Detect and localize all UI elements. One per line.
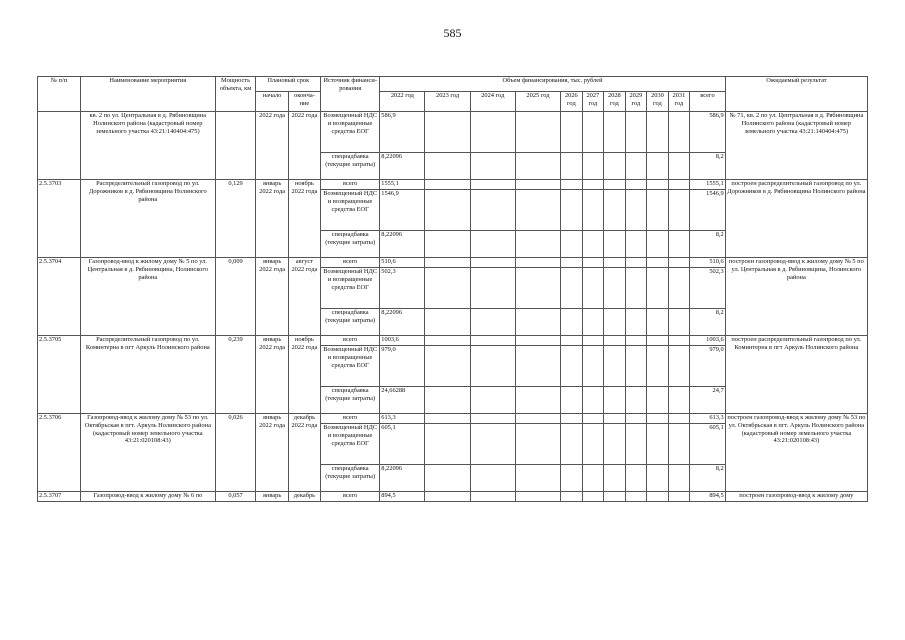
row-no: 2.5.3706 [38, 414, 81, 492]
header-year-2022: 2022 год [380, 92, 425, 112]
row-start: январь 2022 года [256, 336, 288, 414]
row-total: 8,2 [690, 153, 726, 180]
row-result: построен газопровод-ввод к жилому дому № 53 по ул. Октябрьская в пгт. Аркуль Нолинского района (кадастровый номер земельного участка 43:21:020108:43) [725, 414, 867, 492]
row-end: август 2022 года [288, 258, 320, 336]
row-value-2022: 1546,9 [380, 190, 425, 231]
table-row [38, 492, 868, 502]
row-start: январь 2022 года [256, 180, 288, 258]
row-end: 2022 года [288, 112, 320, 180]
row-name: Газопровод-ввод к жилому дому № 6 по [81, 492, 216, 502]
row-source: Возмещенный НДС и возвращенные средства ЕОГ [321, 112, 380, 153]
row-value-2022: 979,0 [380, 346, 425, 387]
row-name: кв. 2 по ул. Центральная в д. Рябиновщина Нолинского района (кадастровый номер земельного участка 43:21:140404:475) [81, 112, 216, 180]
row-source: спецнадбавка (текущие затраты) [321, 465, 380, 492]
row-source: Возмещенный НДС и возвращенные средства ЕОГ [321, 424, 380, 465]
row-source: всего [321, 258, 380, 268]
row-name: Распределительный газопровод по ул. Дорожников в д. Рябиновщина Нолинского района [81, 180, 216, 258]
page-number: 585 [443, 26, 462, 40]
header-year-2029: 2029 год [625, 92, 647, 112]
table-body [38, 112, 868, 502]
row-source: Возмещенный НДС и возвращенные средства ЕОГ [321, 268, 380, 309]
financing-table [37, 76, 868, 502]
row-no: 2.5.3704 [38, 258, 81, 336]
row-value-2022: 8,22096 [380, 309, 425, 336]
row-source: спецнадбавка (текущие затраты) [321, 231, 380, 258]
row-name: Газопровод-ввод к жилому дому № 5 по ул. Центральная в д. Рябиновщина, Нолинского района [81, 258, 216, 336]
row-total: 502,3 [690, 268, 726, 309]
row-result: построен распределительный газопровод по ул. Дорожников в д. Рябиновщина Нолинского района [725, 180, 867, 258]
row-total: 8,2 [690, 465, 726, 492]
row-value-2022: 502,3 [380, 268, 425, 309]
header-year-2027: 2027 год [582, 92, 604, 112]
row-source: всего [321, 180, 380, 190]
header-end: оконча- ние [288, 92, 320, 112]
table-row [38, 414, 868, 424]
row-total: 510,6 [690, 258, 726, 268]
row-capacity: 0,057 [215, 492, 256, 502]
row-source: Возмещенный НДС и возвращенные средства ЕОГ [321, 190, 380, 231]
row-result: № 71, кв. 2 по ул. Центральная в д. Рябиновщина Нолинского района (кадастровый номер земельного участка 43:21:140404:475) [725, 112, 867, 180]
row-value-2022: 586,9 [380, 112, 425, 153]
table-row [38, 112, 868, 153]
row-value-2022: 8,22096 [380, 153, 425, 180]
row-value-2022: 605,1 [380, 424, 425, 465]
row-total: 894,5 [690, 492, 726, 502]
row-total: 24,7 [690, 387, 726, 414]
table-row [38, 258, 868, 268]
row-value-2022: 24,66288 [380, 387, 425, 414]
header-year-2023: 2023 год [425, 92, 470, 112]
row-end: декабрь [288, 492, 320, 502]
row-total: 605,1 [690, 424, 726, 465]
table-row [38, 180, 868, 190]
row-start: январь 2022 года [256, 414, 288, 492]
header-capacity: Мощность объекта, км [215, 77, 256, 112]
row-value-2022: 8,22096 [380, 231, 425, 258]
row-capacity: 0,009 [215, 258, 256, 336]
row-result: построен распределительный газопровод по ул. Коминтерна в пгт Аркуль Нолинского района [725, 336, 867, 414]
row-value-2022: 613,3 [380, 414, 425, 424]
header-year-2024: 2024 год [470, 92, 515, 112]
row-source: всего [321, 492, 380, 502]
row-start: январь 2022 года [256, 258, 288, 336]
row-source: спецнадбавка (текущие затраты) [321, 153, 380, 180]
row-total: 586,9 [690, 112, 726, 153]
header-total: всего [690, 92, 726, 112]
row-no [38, 112, 81, 180]
header-source: Источник финанси- рования [321, 77, 380, 112]
row-total: 1546,9 [690, 190, 726, 231]
row-result: построен газопровод-ввод к жилому дому № 5 по ул. Центральная в д. Рябиновщина, Нолинского района [725, 258, 867, 336]
row-value-2022: 510,6 [380, 258, 425, 268]
row-no: 2.5.3707 [38, 492, 81, 502]
row-capacity: 0,026 [215, 414, 256, 492]
header-year-2031: 2031 год [668, 92, 690, 112]
row-total: 1555,1 [690, 180, 726, 190]
header-result: Ожидаемый результат [725, 77, 867, 112]
row-total: 8,2 [690, 309, 726, 336]
row-start: 2022 года [256, 112, 288, 180]
header-year-2026: 2026 год [561, 92, 583, 112]
header-no: № п/п [38, 77, 81, 112]
table-row [38, 336, 868, 346]
row-capacity: 0,239 [215, 336, 256, 414]
header-term: Плановый срок [256, 77, 321, 92]
row-end: ноябрь 2022 года [288, 180, 320, 258]
row-capacity [215, 112, 256, 180]
row-end: ноябрь 2022 года [288, 336, 320, 414]
row-end: декабрь 2022 года [288, 414, 320, 492]
row-start: январь [256, 492, 288, 502]
header-year-2030: 2030 год [647, 92, 669, 112]
row-result: построен газопровод-ввод к жилому дому [725, 492, 867, 502]
row-name: Газопровод-ввод к жилому дому № 53 по ул. Октябрьская в пгт. Аркуль Нолинского района (кадастровый номер земельного участка 43:21:020108:43) [81, 414, 216, 492]
row-source: спецнадбавка (текущие затраты) [321, 387, 380, 414]
row-source: Возмещенный НДС и возвращенные средства ЕОГ [321, 346, 380, 387]
row-source: всего [321, 336, 380, 346]
row-value-2022: 8,22096 [380, 465, 425, 492]
row-value-2022: 1003,6 [380, 336, 425, 346]
row-value-2022: 894,5 [380, 492, 425, 502]
row-value-2022: 1555,1 [380, 180, 425, 190]
header-start: начало [256, 92, 288, 112]
row-no: 2.5.3703 [38, 180, 81, 258]
header-name: Наименование мероприятия [81, 77, 216, 112]
row-total: 613,3 [690, 414, 726, 424]
row-name: Распределительный газопровод по ул. Коминтерна в пгт Аркуль Нолинского района [81, 336, 216, 414]
row-capacity: 0,129 [215, 180, 256, 258]
header-volume: Объем финансирования, тыс. рублей [380, 77, 725, 92]
row-source: всего [321, 414, 380, 424]
row-total: 979,0 [690, 346, 726, 387]
row-source: спецнадбавка (текущие затраты) [321, 309, 380, 336]
header-year-2025: 2025 год [515, 92, 560, 112]
row-no: 2.5.3705 [38, 336, 81, 414]
row-total: 8,2 [690, 231, 726, 258]
header-year-2028: 2028 год [604, 92, 626, 112]
row-total: 1003,6 [690, 336, 726, 346]
